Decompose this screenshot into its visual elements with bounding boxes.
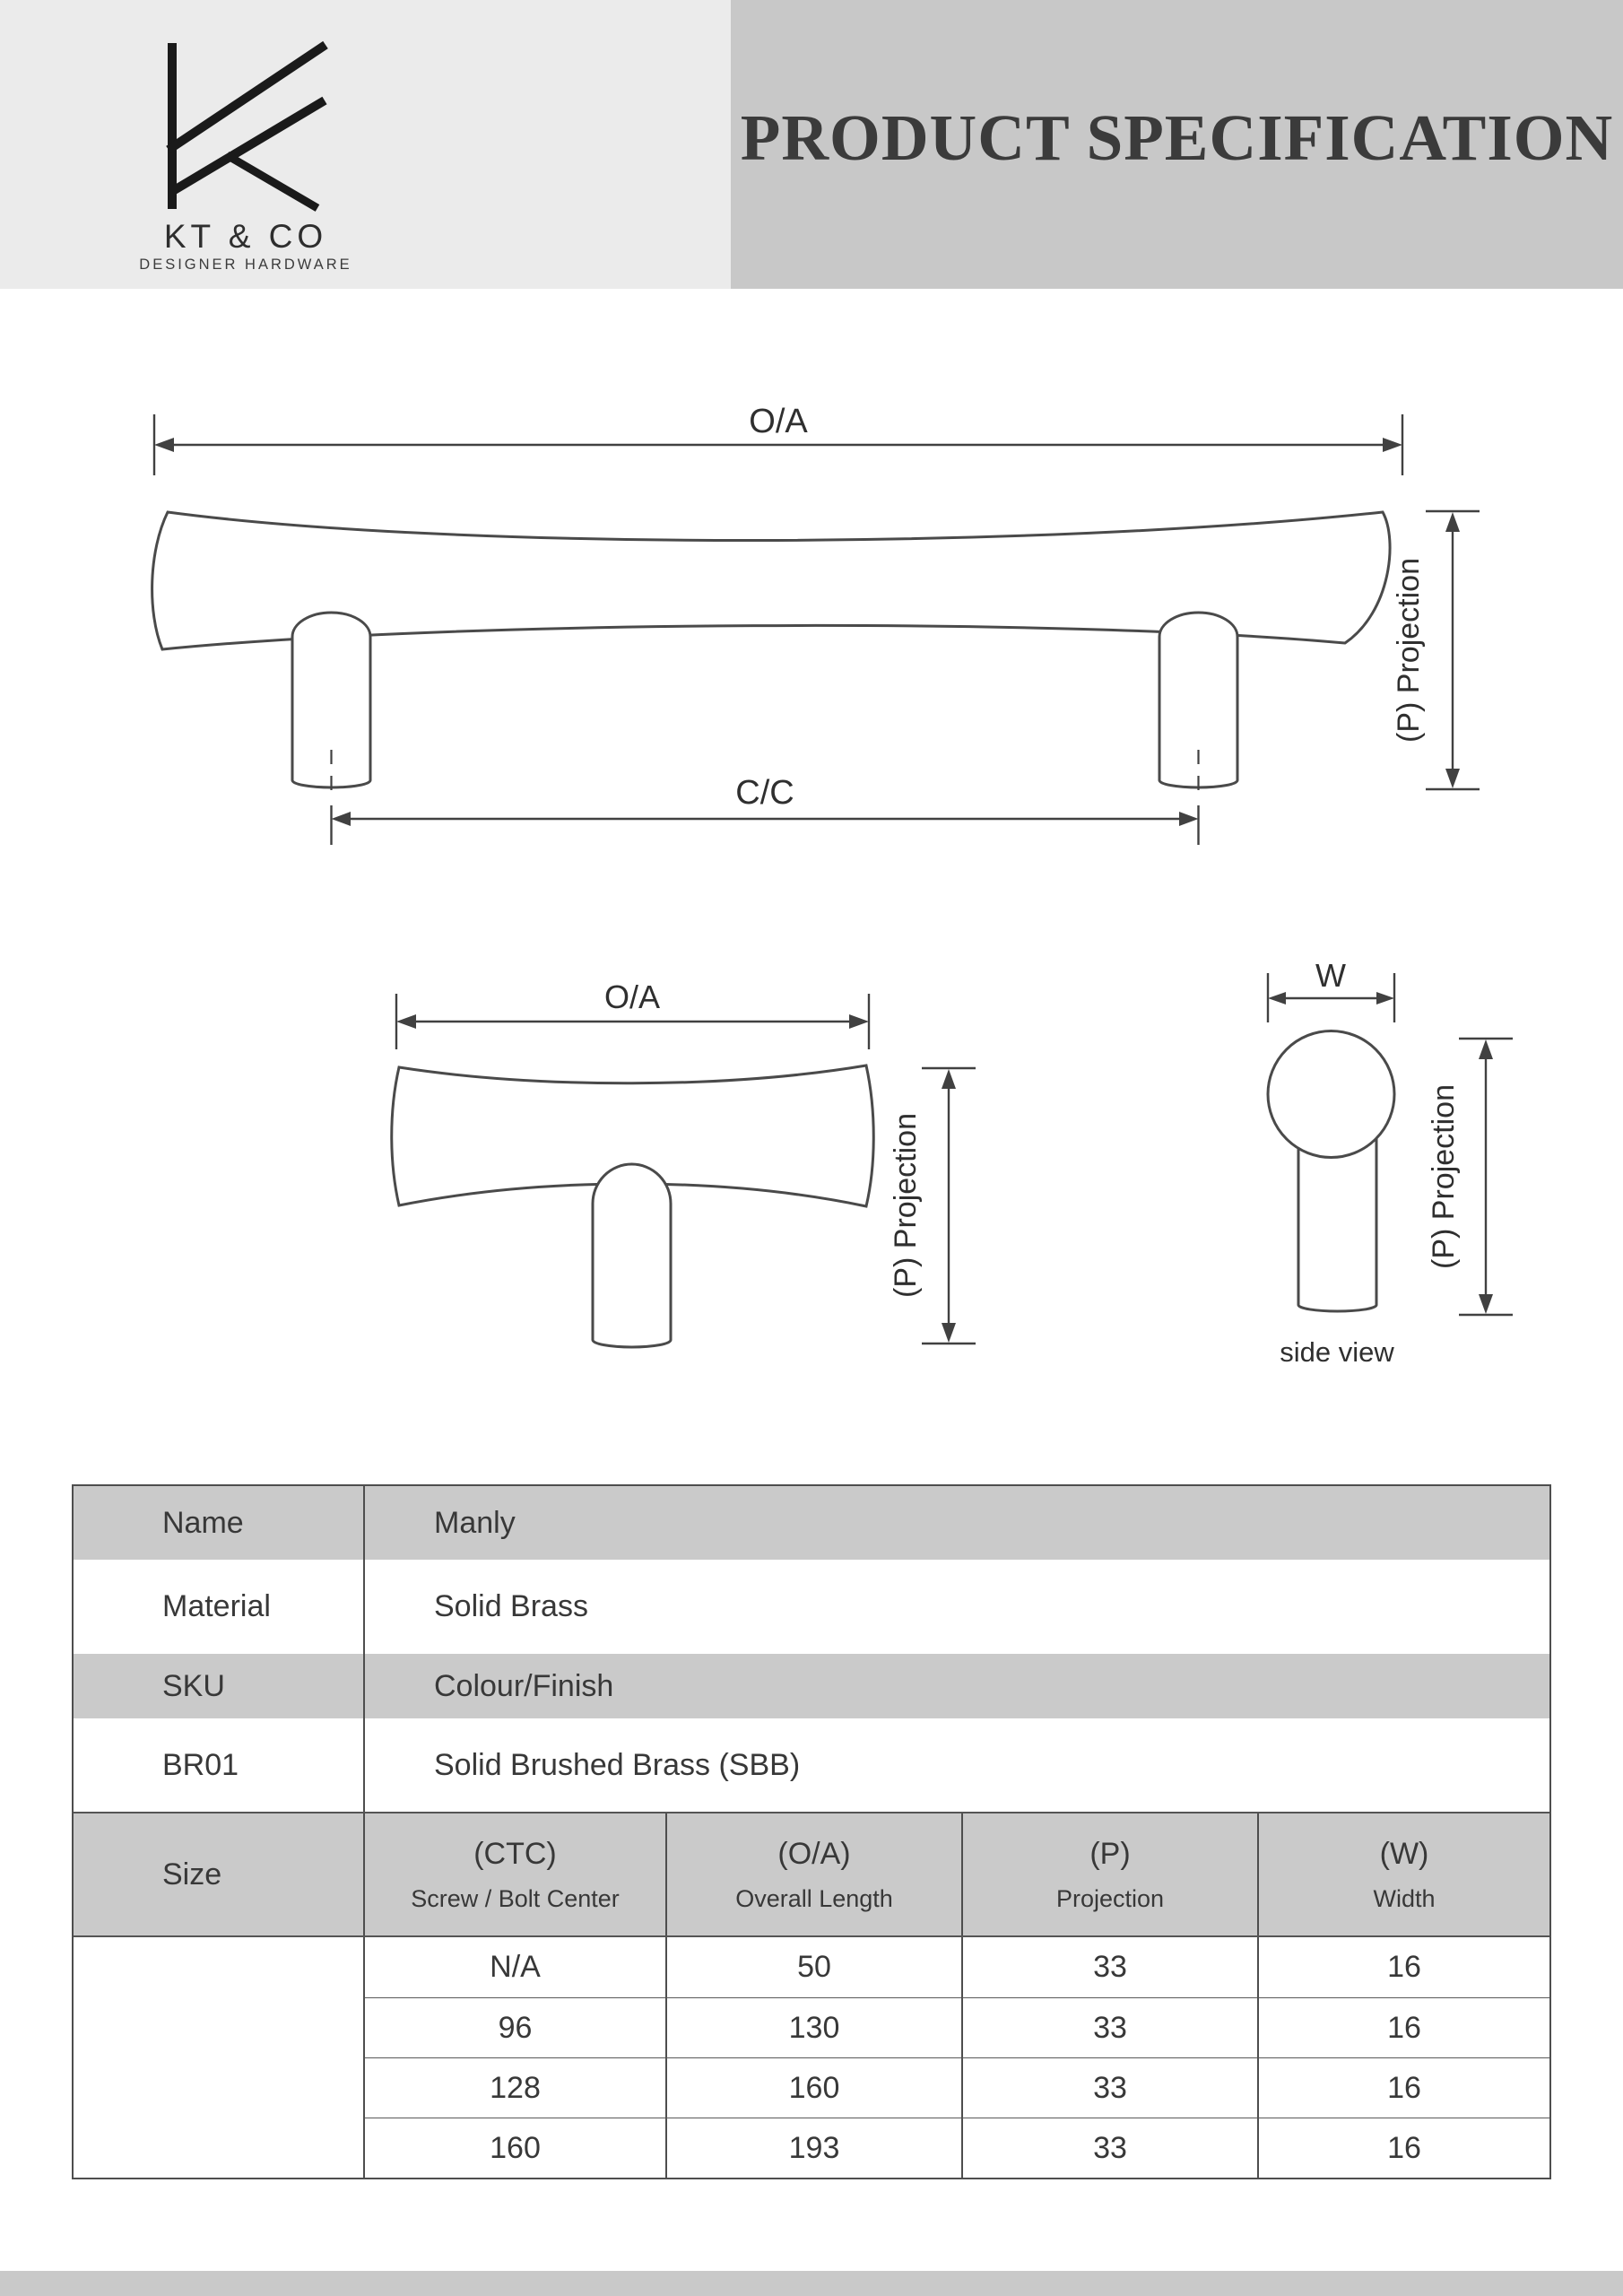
- dim-label-w: W: [1315, 957, 1346, 994]
- col-header-ctc: [363, 1813, 665, 1935]
- col-header-w: [1257, 1813, 1549, 1935]
- dim-label-oa: O/A: [603, 978, 661, 1015]
- cell-p: 33: [961, 2057, 1257, 2118]
- dim-label-cc: C/C: [735, 774, 794, 812]
- cell-w: 16: [1257, 1937, 1549, 1997]
- cell-ctc: N/A: [363, 1937, 665, 1997]
- cell-w: 16: [1257, 2118, 1549, 2178]
- kt-monogram-logo: [163, 38, 330, 213]
- cell-p: 33: [961, 1997, 1257, 2057]
- size-data-row: [74, 1997, 1549, 2057]
- cell-w: 16: [1257, 1997, 1549, 2057]
- cell-ctc: 128: [363, 2057, 665, 2118]
- col-name: Overall Length: [735, 1884, 893, 1912]
- row-label: Material: [162, 1589, 271, 1623]
- row-value: Manly: [363, 1486, 1549, 1560]
- col-name: Projection: [1055, 1884, 1165, 1912]
- side-view-caption: side view: [1280, 1336, 1394, 1368]
- cell-ctc: 160: [363, 2118, 665, 2178]
- brand-tagline: DESIGNER HARDWARE: [139, 257, 352, 273]
- cell-p: 33: [961, 1937, 1257, 1997]
- knob-side-view-drawing: [1228, 951, 1524, 1399]
- spec-table: [72, 1484, 1551, 2179]
- row-value: Solid Brass: [363, 1560, 1549, 1654]
- cell-w: 16: [1257, 2057, 1549, 2118]
- col-code: (P): [1089, 1836, 1131, 1871]
- col-header-oa: [665, 1813, 961, 1935]
- table-row-name: [74, 1486, 1549, 1560]
- row-label: Name: [162, 1505, 244, 1540]
- cell-oa: 193: [665, 2118, 961, 2178]
- knob-post: [593, 1164, 671, 1347]
- footer-band: [0, 2271, 1623, 2296]
- size-data-row: [74, 2118, 1549, 2178]
- row-label: BR01: [162, 1747, 239, 1782]
- brand-name: KT & CO: [163, 218, 328, 255]
- row-value: Colour/Finish: [363, 1654, 1549, 1718]
- table-row-sku: [74, 1654, 1549, 1718]
- table-row-br01: [74, 1718, 1549, 1812]
- col-code: (W): [1379, 1836, 1429, 1871]
- header-left-block: [0, 0, 731, 289]
- col-name: Width: [1373, 1884, 1436, 1912]
- dim-label-projection: (P) Projection: [889, 1113, 923, 1298]
- col-code: (CTC): [473, 1836, 557, 1871]
- row-label: SKU: [162, 1668, 225, 1703]
- col-code: (O/A): [777, 1836, 851, 1871]
- size-header-row: [74, 1812, 1549, 1937]
- cell-oa: 160: [665, 2057, 961, 2118]
- page-title: PRODUCT SPECIFICATION: [740, 101, 1614, 174]
- cell-p: 33: [961, 2118, 1257, 2178]
- knob-head-circle: [1268, 1031, 1394, 1158]
- cell-ctc: 96: [363, 1997, 665, 2057]
- knob-front-view-drawing: [377, 969, 986, 1381]
- header-title-block: [731, 0, 1623, 289]
- dim-label-oa: O/A: [749, 403, 808, 440]
- cell-oa: 130: [665, 1997, 961, 2057]
- cell-oa: 50: [665, 1937, 961, 1997]
- size-label: Size: [162, 1857, 222, 1892]
- table-row-material: [74, 1560, 1549, 1654]
- size-data-row: [74, 1937, 1549, 1997]
- pull-front-view-drawing: [72, 350, 1524, 870]
- row-value: Solid Brushed Brass (SBB): [363, 1718, 1549, 1812]
- col-name: Screw / Bolt Center: [411, 1884, 620, 1912]
- dim-label-projection: (P) Projection: [1427, 1084, 1461, 1269]
- dim-label-projection: (P) Projection: [1392, 558, 1426, 743]
- col-header-p: [961, 1813, 1257, 1935]
- size-data-row: [74, 2057, 1549, 2118]
